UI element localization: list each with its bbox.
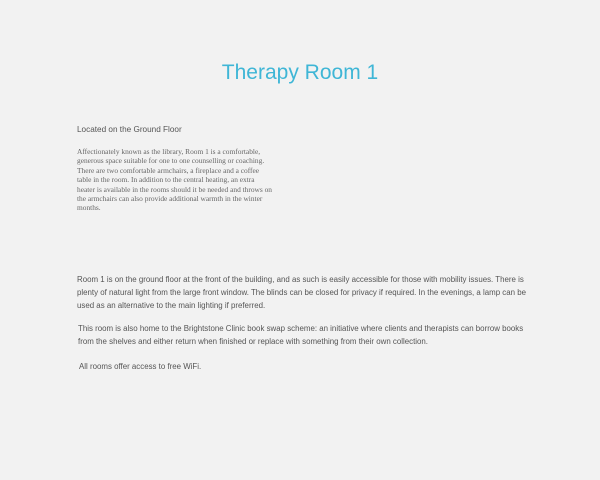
book-swap-paragraph: This room is also home to the Brightstone Clinic book swap scheme: an initiative where clients and therapists can borrow books from the shelves and either return when finished or replace with something from their own collection.	[78, 324, 524, 347]
wifi-paragraph: All rooms offer access to free WiFi.	[79, 362, 202, 371]
page-title: Therapy Room 1	[221, 61, 379, 84]
room-description-paragraph: Room 1 is on the ground floor at the front of the building, and as such is easily accessible for those with mobility issues. There is plenty of natural light from the large front window. The blinds can be closed for privacy if required. In the evenings, a lamp can be used as an alternative to the main lighting if preferred.	[77, 275, 526, 311]
room-intro-text: Affectionately known as the library, Room 1 is a comfortable, generous space suitable for one to one counselling or coaching. There are two comfortable armchairs, a fireplace and a coffee table in the room. In addition to the central heating, an extra heater is available in the rooms should it be needed and throws on the armchairs can also provide additional warmth in the winter months.	[77, 147, 272, 213]
location-subheading: Located on the Ground Floor	[77, 125, 182, 134]
